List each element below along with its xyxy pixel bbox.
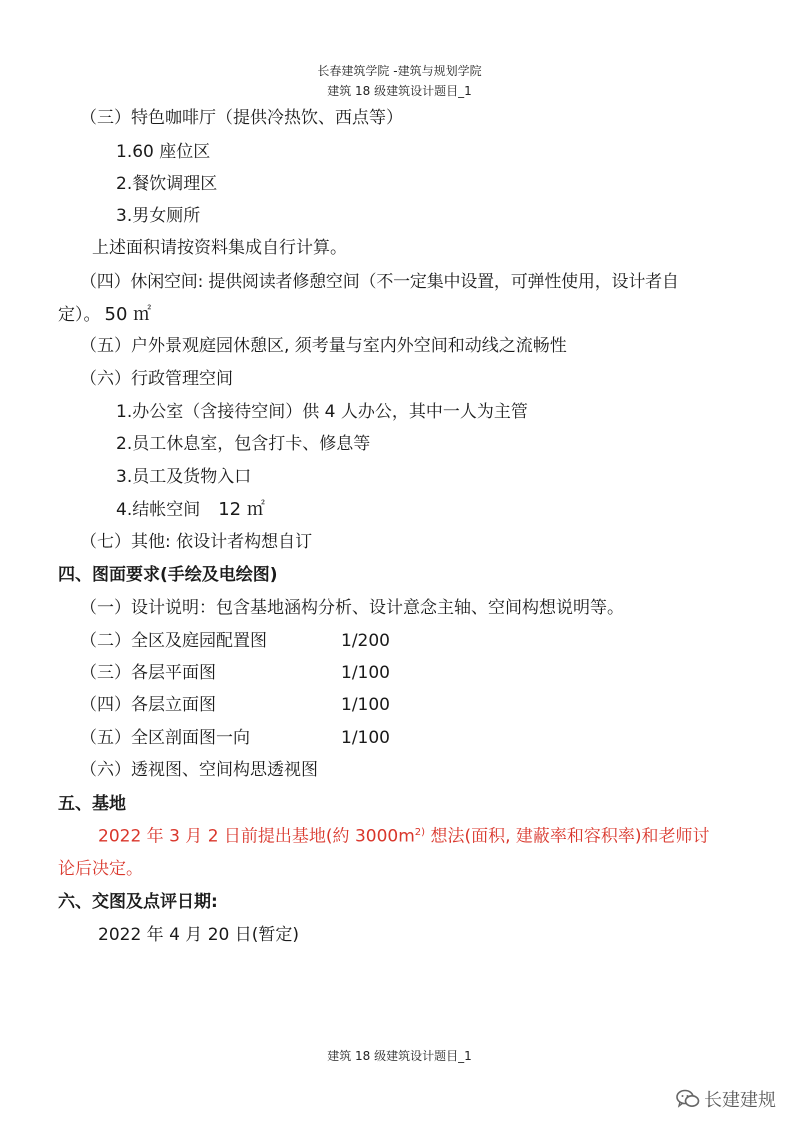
header-line2: 建筑 18 级建筑设计题目_1 [327, 84, 472, 98]
drawing-row-label: （三）各层平面图 [80, 663, 216, 683]
section6-item-3: 3.员工及货物入口 [116, 467, 252, 487]
drawing-row-scale: 1/100 [341, 695, 390, 715]
section3-item-3: 3.男女厕所 [116, 206, 201, 226]
section3-item-1: 1.60 座位区 [116, 142, 211, 162]
section6-title: （六）行政管理空间 [80, 369, 233, 389]
section6-item-4 [116, 501, 265, 519]
submission-date: 2022 年 4 月 20 日(暂定) [98, 925, 299, 945]
section6-item4-label: 4.结帐空间 [116, 500, 201, 520]
site-line1-a: 2022 年 3 月 2 日前提出基地(約 3000m [98, 826, 415, 847]
section4-line2-text: 定）。 [58, 305, 101, 325]
heading-site: 五、基地 [58, 794, 126, 814]
section3-title: （三）特色咖啡厅（提供冷热饮、西点等） [80, 108, 403, 128]
section4-line2 [58, 306, 151, 324]
drawing-row-label: （二）全区及庭园配置图 [80, 631, 267, 651]
section6-item-1: 1.办公室（含接待空间）供 4 人办公，其中一人为主管 [116, 402, 528, 422]
drawing-row-scale: 1/200 [341, 631, 390, 651]
site-line1 [98, 828, 710, 846]
footer: 建筑 18 级建筑设计题目_1 [327, 1049, 472, 1063]
section5-title: （五）户外景观庭园休憩区, 须考量与室内外空间和动线之流畅性 [80, 336, 567, 356]
drawing-row-scale: 1/100 [341, 728, 390, 748]
section4-area: 50 ㎡ [104, 304, 152, 325]
section6-item4-area: 12 ㎡ [218, 499, 265, 520]
section6-item-2: 2.员工休息室，包含打卡、修息等 [116, 434, 371, 454]
heading-drawing-requirements: 四、图面要求(手绘及电绘图) [58, 565, 278, 585]
drawing-item-6: （六）透视图、空间构思透视图 [80, 760, 318, 780]
watermark-text: 长建建规 [704, 1090, 776, 1111]
site-line1-b: 想法(面积, 建蔽率和容积率)和老师讨 [425, 826, 710, 847]
site-line2: 论后决定。 [58, 859, 143, 879]
heading-submission-date: 六、交图及点评日期: [58, 892, 218, 912]
drawing-row-scale: 1/100 [341, 663, 390, 683]
wechat-icon [676, 1089, 700, 1109]
section3-note: 上述面积请按资料集成自行计算。 [92, 238, 347, 258]
drawing-item-1: （一）设计说明：包含基地涵构分析、设计意念主轴、空间构想说明等。 [80, 598, 624, 618]
section3-item-2: 2.餐饮调理区 [116, 174, 218, 194]
header-line1: 长春建筑学院 -建筑与规划学院 [317, 64, 482, 78]
drawing-row-label: （五）全区剖面图一向 [80, 728, 250, 748]
drawing-row-label: （四）各层立面图 [80, 695, 216, 715]
watermark [676, 1086, 776, 1112]
site-line1-sup: 2) [414, 827, 426, 838]
section4-line1: （四）休闲空间: 提供阅读者修憩空间（不一定集中设置，可弹性使用，设计者自 [80, 272, 679, 292]
section7-title: （七）其他: 依设计者构想自订 [80, 532, 313, 552]
